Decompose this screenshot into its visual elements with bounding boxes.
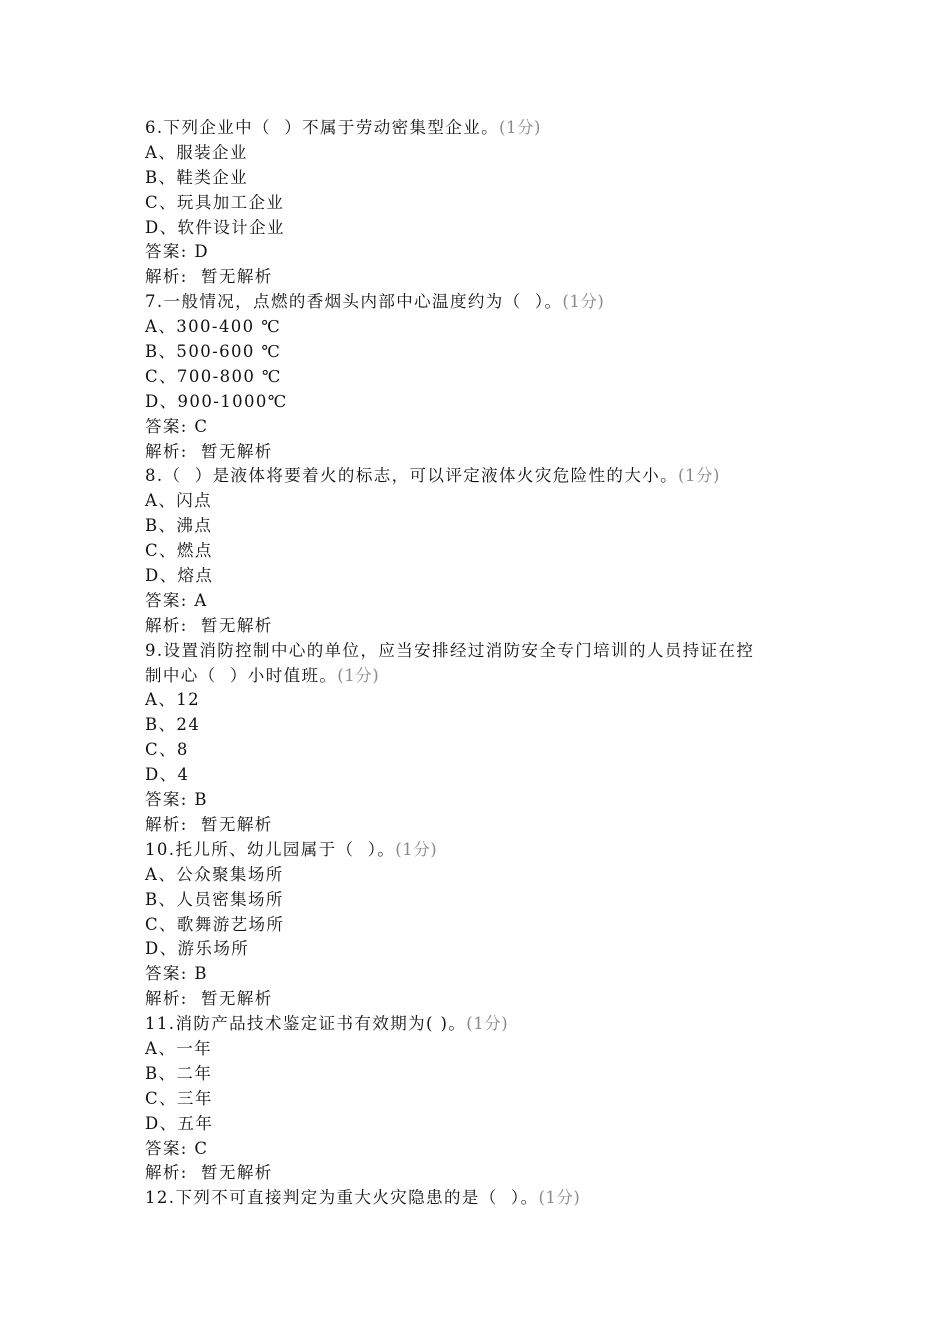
analysis-line: 解析: 暂无解析 [145,814,273,834]
question-score: (1分) [678,466,720,486]
option-b: B、沸点 [145,516,213,536]
option-c: C、三年 [145,1088,213,1108]
answer-line: 答案: A [145,590,208,610]
option-d: D、游乐场所 [145,939,250,959]
question-stem: 10.托儿所、幼儿园属于（ ）。(1分) [145,839,438,859]
option-d: D、五年 [145,1113,214,1133]
question-stem: 7.一般情况，点燃的香烟头内部中心温度约为（ ）。(1分) [145,292,605,312]
option-a: A、一年 [145,1038,213,1058]
answer-line: 答案: B [145,790,208,810]
question-stem: 6.下列企业中（ ）不属于劳动密集型企业。(1分) [145,118,541,137]
option-c: C、8 [145,740,189,760]
answer-line: 答案: B [145,964,208,984]
answer-line: 答案: D [145,242,210,262]
analysis-line: 解析: 暂无解析 [145,989,273,1009]
question-7 [145,290,825,464]
option-a: A、12 [145,690,201,710]
analysis-line: 解析: 暂无解析 [145,441,273,461]
question-score: (1分) [562,292,605,312]
option-c: C、燃点 [145,541,213,561]
option-a: A、闪点 [145,491,213,511]
analysis-line: 解析: 暂无解析 [145,267,273,287]
option-b: B、人员密集场所 [145,889,284,909]
option-a: A、公众聚集场所 [145,864,284,884]
question-stem: 9.设置消防控制中心的单位，应当安排经过消防安全专门培训的人员持证在控 [145,640,755,660]
option-b: B、500-600 ℃ [145,342,282,362]
question-10 [145,838,825,1012]
document-page [145,116,825,1211]
question-score: (1分) [538,1188,581,1208]
question-score: (1分) [395,839,438,859]
answer-line: 答案: C [145,1138,209,1158]
question-6 [145,116,825,290]
question-score: (1分) [466,1014,509,1034]
option-b: B、鞋类企业 [145,167,249,187]
question-score: (1分) [499,118,541,137]
option-a: A、服装企业 [145,142,248,162]
option-b: B、二年 [145,1063,213,1083]
option-d: D、4 [145,765,190,785]
question-stem-continued: 制中心（ ）小时值班。(1分) [145,665,380,685]
answer-line: 答案: C [145,416,209,436]
analysis-line: 解析: 暂无解析 [145,1163,273,1183]
question-stem: 11.消防产品技术鉴定证书有效期为( )。(1分) [145,1014,509,1034]
question-stem: 12.下列不可直接判定为重大火灾隐患的是（ ）。(1分) [145,1188,581,1208]
option-c: C、歌舞游艺场所 [145,914,285,934]
option-c: C、700-800 ℃ [145,366,282,386]
option-c: C、玩具加工企业 [145,192,285,212]
question-11 [145,1012,825,1186]
option-b: B、24 [145,715,201,735]
analysis-line: 解析: 暂无解析 [145,615,273,635]
question-8 [145,464,825,638]
option-a: A、300-400 ℃ [145,317,282,337]
question-9 [145,639,825,838]
option-d: D、软件设计企业 [145,217,285,237]
question-score: (1分) [337,665,380,685]
option-d: D、900-1000℃ [145,391,288,411]
option-d: D、熔点 [145,566,214,586]
question-stem: 8.（ ）是液体将要着火的标志，可以评定液体火灾危险性的大小。(1分) [145,466,720,486]
question-12 [145,1186,825,1211]
